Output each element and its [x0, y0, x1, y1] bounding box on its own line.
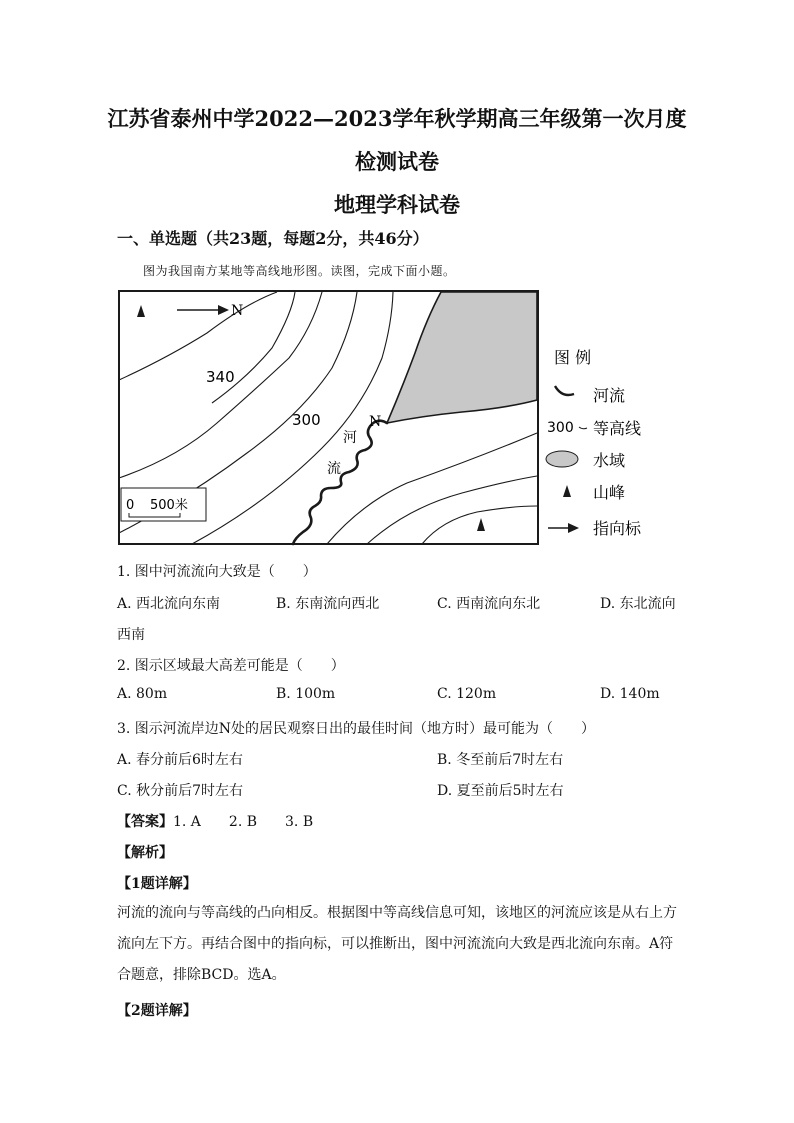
question-3-option-a: A. 春分前后6时左右	[117, 752, 243, 768]
question-1-option-a: A. 西北流向东南	[117, 596, 221, 612]
document-subtitle: 地理学科试卷	[334, 192, 460, 217]
north-label: N	[231, 303, 244, 319]
scale-zero: 0	[126, 498, 135, 513]
answer-label: 【答案】	[117, 814, 173, 830]
question-1-stem: 1. 图中河流流向大致是（ ）	[117, 564, 317, 580]
question-3-stem: 3. 图示河流岸边N处的居民观察日出的最佳时间（地方时）最可能为（ ）	[117, 721, 596, 737]
document-title: 江苏省泰州中学2022—2023学年秋学期高三年级第一次月度	[107, 106, 687, 131]
legend-title: 图 例	[554, 348, 592, 367]
answer-row	[117, 811, 313, 831]
question-1-option-b: B. 东南流向西北	[276, 596, 380, 612]
legend-arrow-label: 指向标	[593, 519, 642, 538]
question-2-stem: 2. 图示区域最大高差可能是（ ）	[117, 658, 345, 674]
contour-label-300: 300	[292, 411, 321, 429]
contour-label-340: 340	[206, 368, 235, 386]
question-1-option-d: D. 东北流向	[600, 596, 676, 612]
legend-peak-icon	[563, 485, 571, 497]
question-2-option-c: C. 120m	[437, 686, 497, 702]
legend-river-icon	[555, 386, 574, 395]
question-3-option-b: B. 冬至前后7时左右	[437, 752, 564, 768]
question-2-option-b: B. 100m	[276, 686, 336, 702]
legend-water-icon	[546, 451, 578, 467]
legend-water-label: 水域	[593, 451, 626, 470]
section-heading: 一、单选题（共23题，每题2分，共46分）	[117, 229, 429, 248]
legend-peak-label: 山峰	[593, 483, 626, 502]
question-2-option-a: A. 80m	[117, 686, 168, 702]
detail-1-label: 【1题详解】	[117, 876, 197, 892]
question-1-option-d-continued: 西南	[117, 627, 145, 643]
river-label: 河	[343, 430, 357, 446]
analysis-label: 【解析】	[117, 845, 173, 861]
answer-value: 1. A 2. B 3. B	[173, 814, 314, 830]
legend-contour-value: 300	[547, 420, 574, 436]
contour-map-figure	[117, 288, 662, 548]
question-1-option-c: C. 西南流向东北	[437, 596, 541, 612]
detail-1-text: 河流的流向与等高线的凸向相反。根据图中等高线信息可知，该地区的河流应该是从右上方流向左下方。再结合图中的指向标，可以推断出，图中河流流向大致是西北流向东南。A符合题意，排除BCD。选A。	[117, 905, 677, 983]
point-n-label: N	[369, 414, 382, 430]
question-3-option-d: D. 夏至前后5时左右	[437, 783, 564, 799]
river-label: 流	[327, 461, 341, 477]
question-3-option-c: C. 秋分前后7时左右	[117, 783, 244, 799]
legend-river-label: 河流	[593, 386, 626, 405]
legend-contour-label: 等高线	[593, 419, 642, 438]
detail-2-label: 【2题详解】	[117, 1003, 197, 1019]
scale-value: 500米	[150, 498, 188, 513]
question-2-option-d: D. 140m	[600, 686, 660, 702]
legend-contour-icon	[579, 427, 587, 429]
document-title-continued: 检测试卷	[355, 149, 439, 174]
question-intro: 图为我国南方某地等高线地形图。读图，完成下面小题。	[143, 264, 456, 278]
